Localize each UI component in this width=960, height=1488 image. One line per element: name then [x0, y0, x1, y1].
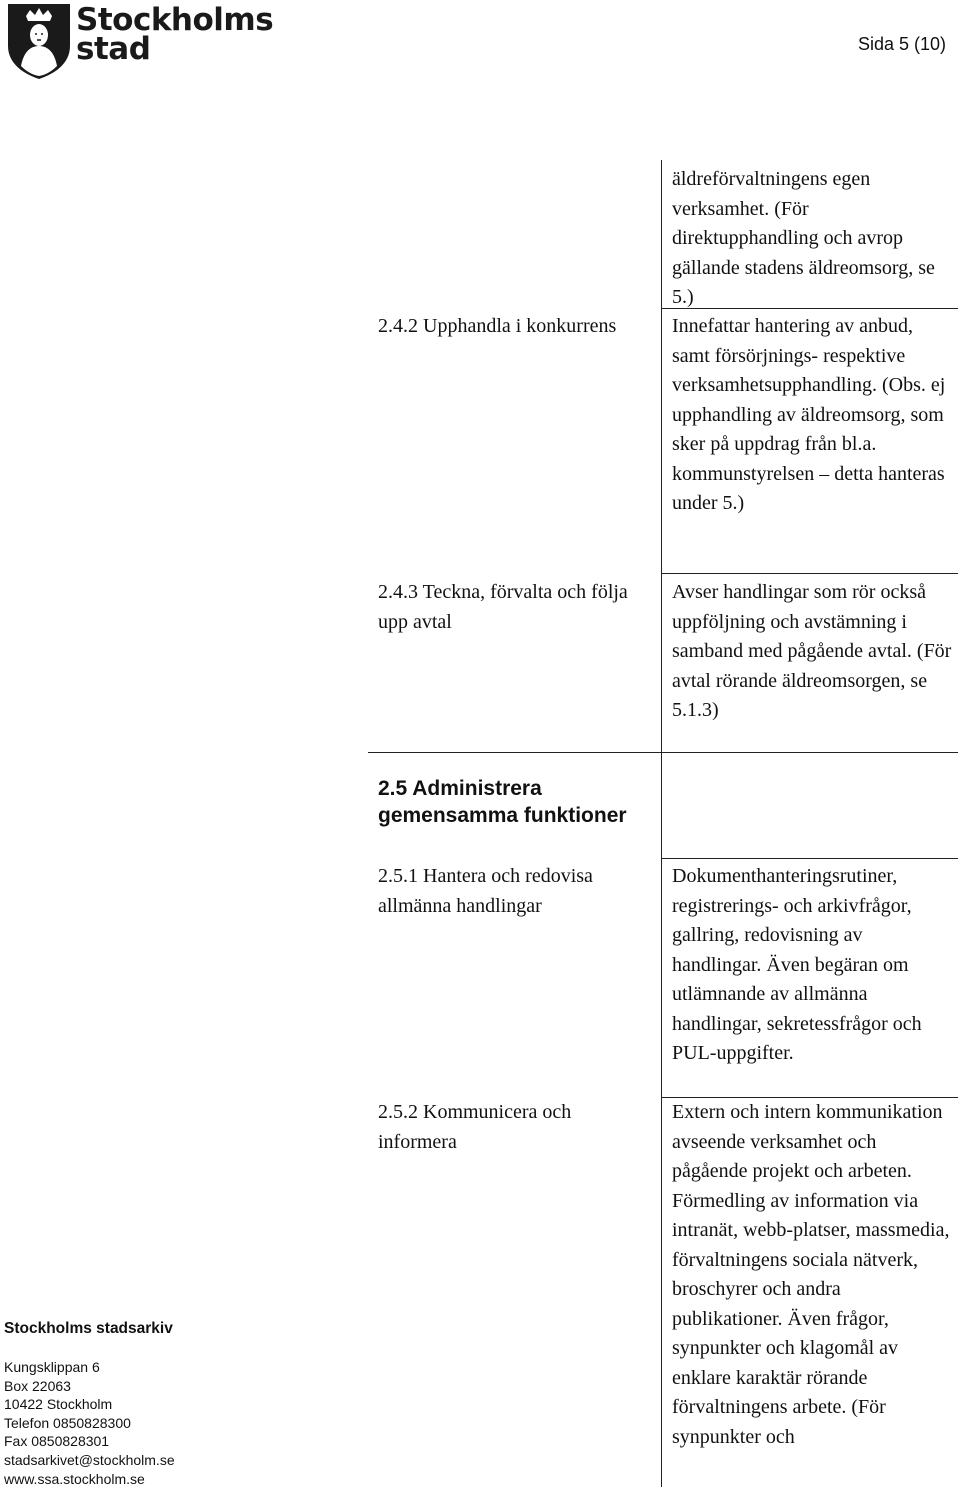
address-street: Kungsklippan 6 [4, 1359, 100, 1375]
address-fax: Fax 0850828301 [4, 1433, 110, 1450]
table-row-1-process: 2.4.2 Upphandla i konkurrens [378, 315, 617, 337]
row-divider [661, 308, 958, 309]
address-box: Box 22063 [4, 1377, 71, 1394]
address-block [4, 1320, 175, 1488]
function-table [368, 160, 958, 1487]
section-heading: 2.5 Administrera gemensamma funktioner [378, 777, 627, 827]
column-divider [661, 160, 662, 1487]
page-number: Sida 5 (10) [857, 34, 946, 54]
table-row-5-process: 2.5.2 Kommunicera och informera [378, 1101, 572, 1153]
table-row-1-description: Innefattar hantering av anbud, samt försörjnings- respektive verksamhetsupphandling. (Obs. ej upphandling av äldreomsorg, som sker på uppdrag från bl.a. kommunstyrelsen – detta hanteras under 5.) [672, 315, 946, 514]
row-divider [661, 858, 958, 859]
table-row-2-description: Avser handlingar som rör också uppföljning och avstämning i samband med pågående avtal. (För avtal rörande äldreomsorgen, se 5.1.3) [672, 581, 952, 721]
address-website: www.ssa.stockholm.se [4, 1470, 145, 1487]
org-name: Stockholms stadsarkiv [4, 1320, 173, 1337]
table-row-5-description: Extern och intern kommunikation avseende verksamhet och pågående projekt och arbeten. Förmedling av information via intranät, webb-platser, massmedia, förvaltningens sociala nätverk, broschyrer och andra publikationer. Även frågor, synpunkter och klagomål av enklare karaktär rörande förvaltningens arbete. (För synpunkter och [672, 1101, 950, 1448]
stockholms-stad-logo [6, 2, 274, 80]
table-row-4-description: Dokumenthanteringsrutiner, registrerings- och arkivfrågor, gallring, redovisning av handlingar. Även begäran om utlämnande av allmänna handlingar, sekretessfrågor och PUL-uppgifter. [672, 865, 922, 1064]
table-row-4-process: 2.5.1 Hantera och redovisa allmänna handlingar [378, 865, 593, 917]
address-postal: 10422 Stockholm [4, 1396, 113, 1413]
table-row-2-process: 2.4.3 Teckna, förvalta och följa upp avtal [378, 581, 628, 633]
logo-text-line1: Stockholms [76, 2, 274, 38]
row-divider [661, 573, 958, 574]
table-row-0-description: äldreförvaltningens egen verksamhet. (För direktupphandling och avrop gällande stadens äldreomsorg, se 5.) [672, 168, 935, 308]
logo-text-line2: stad [76, 31, 151, 67]
row-divider [368, 752, 958, 753]
address-email: stadsarkivet@stockholm.se [4, 1451, 175, 1468]
city-crest-icon [6, 2, 72, 80]
address-phone: Telefon 0850828300 [4, 1414, 131, 1431]
